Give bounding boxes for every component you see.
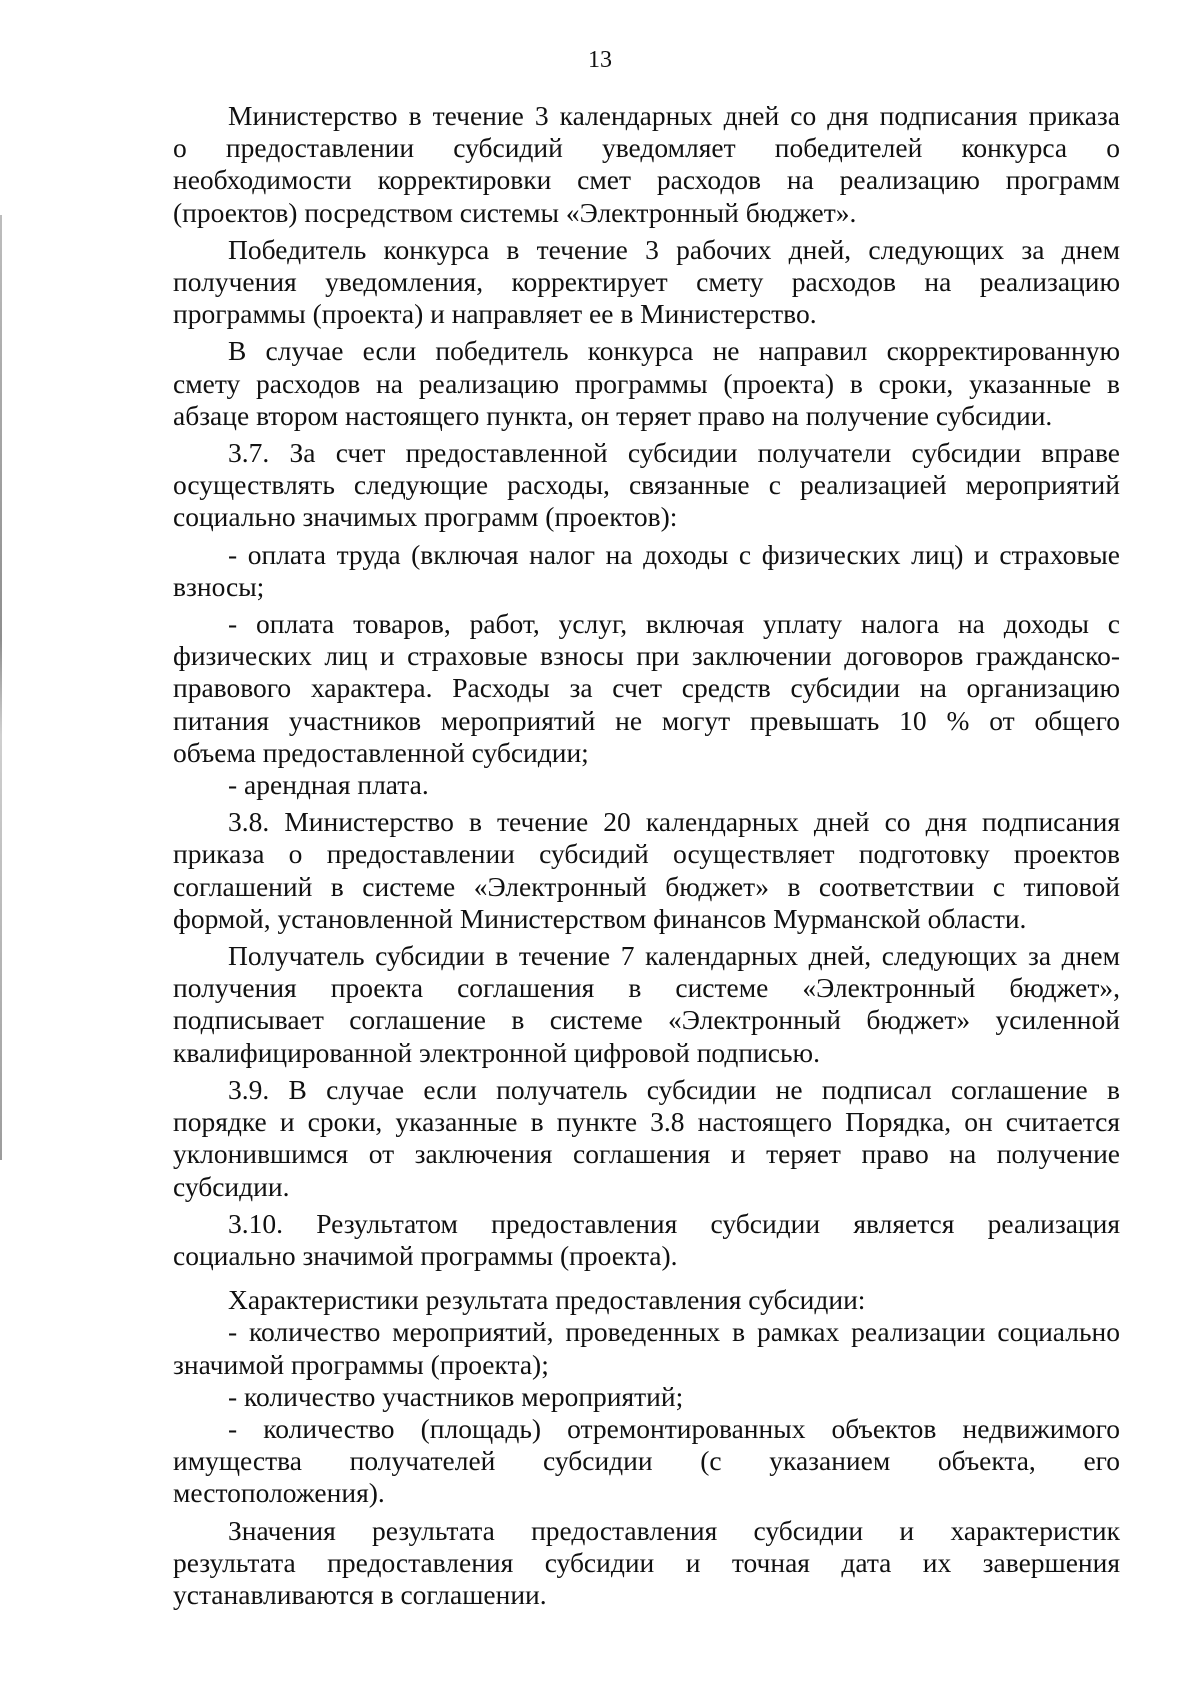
paragraph-characteristics-heading (173, 1284, 1120, 1316)
text-line: Характеристики результата предоставления субсидии: (228, 1284, 866, 1316)
text-line: приказа о предоставлении субсидий осуществляет подготовку проектов (173, 838, 1120, 870)
text-line: - количество мероприятий, проведенных в рамках реализации социально (228, 1316, 1120, 1348)
list-item-goods-services (173, 608, 1120, 769)
text-line: социально значимых программ (проектов): (173, 501, 678, 533)
list-item-rent (173, 769, 1120, 801)
text-line: - арендная плата. (228, 769, 429, 801)
text-line: объема предоставленной субсидии; (173, 736, 589, 768)
text-line: В случае если победитель конкурса не направил скорректированную (228, 335, 1120, 367)
text-line: взносы; (173, 570, 265, 602)
text-line: 3.7. За счет предоставленной субсидии получатели субсидии вправе (228, 437, 1120, 469)
text-line: о предоставлении субсидий уведомляет победителей конкурса о (173, 132, 1120, 164)
text-line: - оплата товаров, работ, услуг, включая уплату налога на доходы с (228, 608, 1120, 640)
text-line: получения проекта соглашения в системе «Электронный бюджет», (173, 972, 1120, 1004)
text-line: физических лиц и страховые взносы при заключении договоров гражданско- (173, 640, 1120, 672)
text-line: формой, установленной Министерством финансов Мурманской области. (173, 902, 1027, 934)
page-number: 13 (588, 47, 612, 73)
text-line: Значения результата предоставления субсидии и характеристик (228, 1514, 1120, 1546)
list-item-repaired-objects (173, 1413, 1120, 1510)
text-line: программы (проекта) и направляет ее в Министерство. (173, 298, 817, 330)
text-line: 3.9. В случае если получатель субсидии не подписал соглашение в (228, 1073, 1120, 1105)
text-line: смету расходов на реализацию программы (проекта) в сроки, указанные в (173, 367, 1120, 399)
scan-edge-shadow (0, 215, 2, 1160)
text-line: Победитель конкурса в течение 3 рабочих дней, следующих за днем (228, 233, 1120, 265)
text-line: местоположения). (173, 1477, 385, 1509)
document-body (173, 100, 1120, 1611)
paragraph-3-10 (173, 1208, 1120, 1272)
paragraph-loss-of-right (173, 335, 1120, 432)
text-line: правового характера. Расходы за счет средств субсидии на организацию (173, 672, 1120, 704)
text-line: (проектов) посредством системы «Электронный бюджет». (173, 196, 857, 228)
paragraph-signing (173, 940, 1120, 1069)
text-line: уклонившимся от заключения соглашения и теряет право на получение (173, 1138, 1120, 1170)
list-item-participants-count (173, 1381, 1120, 1413)
text-line: подписывает соглашение в системе «Электронный бюджет» усиленной (173, 1004, 1120, 1036)
text-line: Министерство в течение 3 календарных дней со дня подписания приказа (228, 100, 1120, 131)
text-line: соглашений в системе «Электронный бюджет» в соответствии с типовой (173, 870, 1120, 902)
text-line: порядке и сроки, указанные в пункте 3.8 настоящего Порядка, он считается (173, 1106, 1120, 1138)
text-line: - оплата труда (включая налог на доходы с физических лиц) и страховые (228, 538, 1120, 570)
text-line: получения уведомления, корректирует смету расходов на реализацию (173, 266, 1120, 298)
paragraph-winner-correction (173, 234, 1120, 331)
list-item-events-count (173, 1316, 1120, 1380)
paragraph-values-in-agreement (173, 1515, 1120, 1612)
paragraph-3-8 (173, 806, 1120, 935)
text-line: 3.10. Результатом предоставления субсидии является реализация (228, 1207, 1120, 1239)
list-item-salary (173, 539, 1120, 603)
paragraph-notification (173, 100, 1120, 229)
text-line: результата предоставления субсидии и точная дата их завершения (173, 1546, 1120, 1578)
text-line: питания участников мероприятий не могут превышать 10 % от общего (173, 704, 1120, 736)
text-line: субсидии. (173, 1170, 290, 1202)
text-line: 3.8. Министерство в течение 20 календарных дней со дня подписания (228, 806, 1120, 838)
text-line: абзаце втором настоящего пункта, он теряет право на получение субсидии. (173, 399, 1053, 431)
text-line: - количество участников мероприятий; (228, 1380, 684, 1412)
text-line: квалифицированной электронной цифровой подписью. (173, 1036, 820, 1068)
text-line: необходимости корректировки смет расходов на реализацию программ (173, 164, 1120, 196)
text-line: имущества получателей субсидии (с указанием объекта, его (173, 1445, 1120, 1477)
text-line: Получатель субсидии в течение 7 календарных дней, следующих за днем (228, 940, 1120, 972)
text-line: социально значимой программы (проекта). (173, 1239, 678, 1271)
text-line: устанавливаются в соглашении. (173, 1578, 547, 1610)
text-line: - количество (площадь) отремонтированных объектов недвижимого (228, 1412, 1120, 1444)
text-line: значимой программы (проекта); (173, 1348, 549, 1380)
paragraph-3-9 (173, 1074, 1120, 1203)
paragraph-3-7 (173, 437, 1120, 534)
text-line: осуществлять следующие расходы, связанные с реализацией мероприятий (173, 469, 1120, 501)
